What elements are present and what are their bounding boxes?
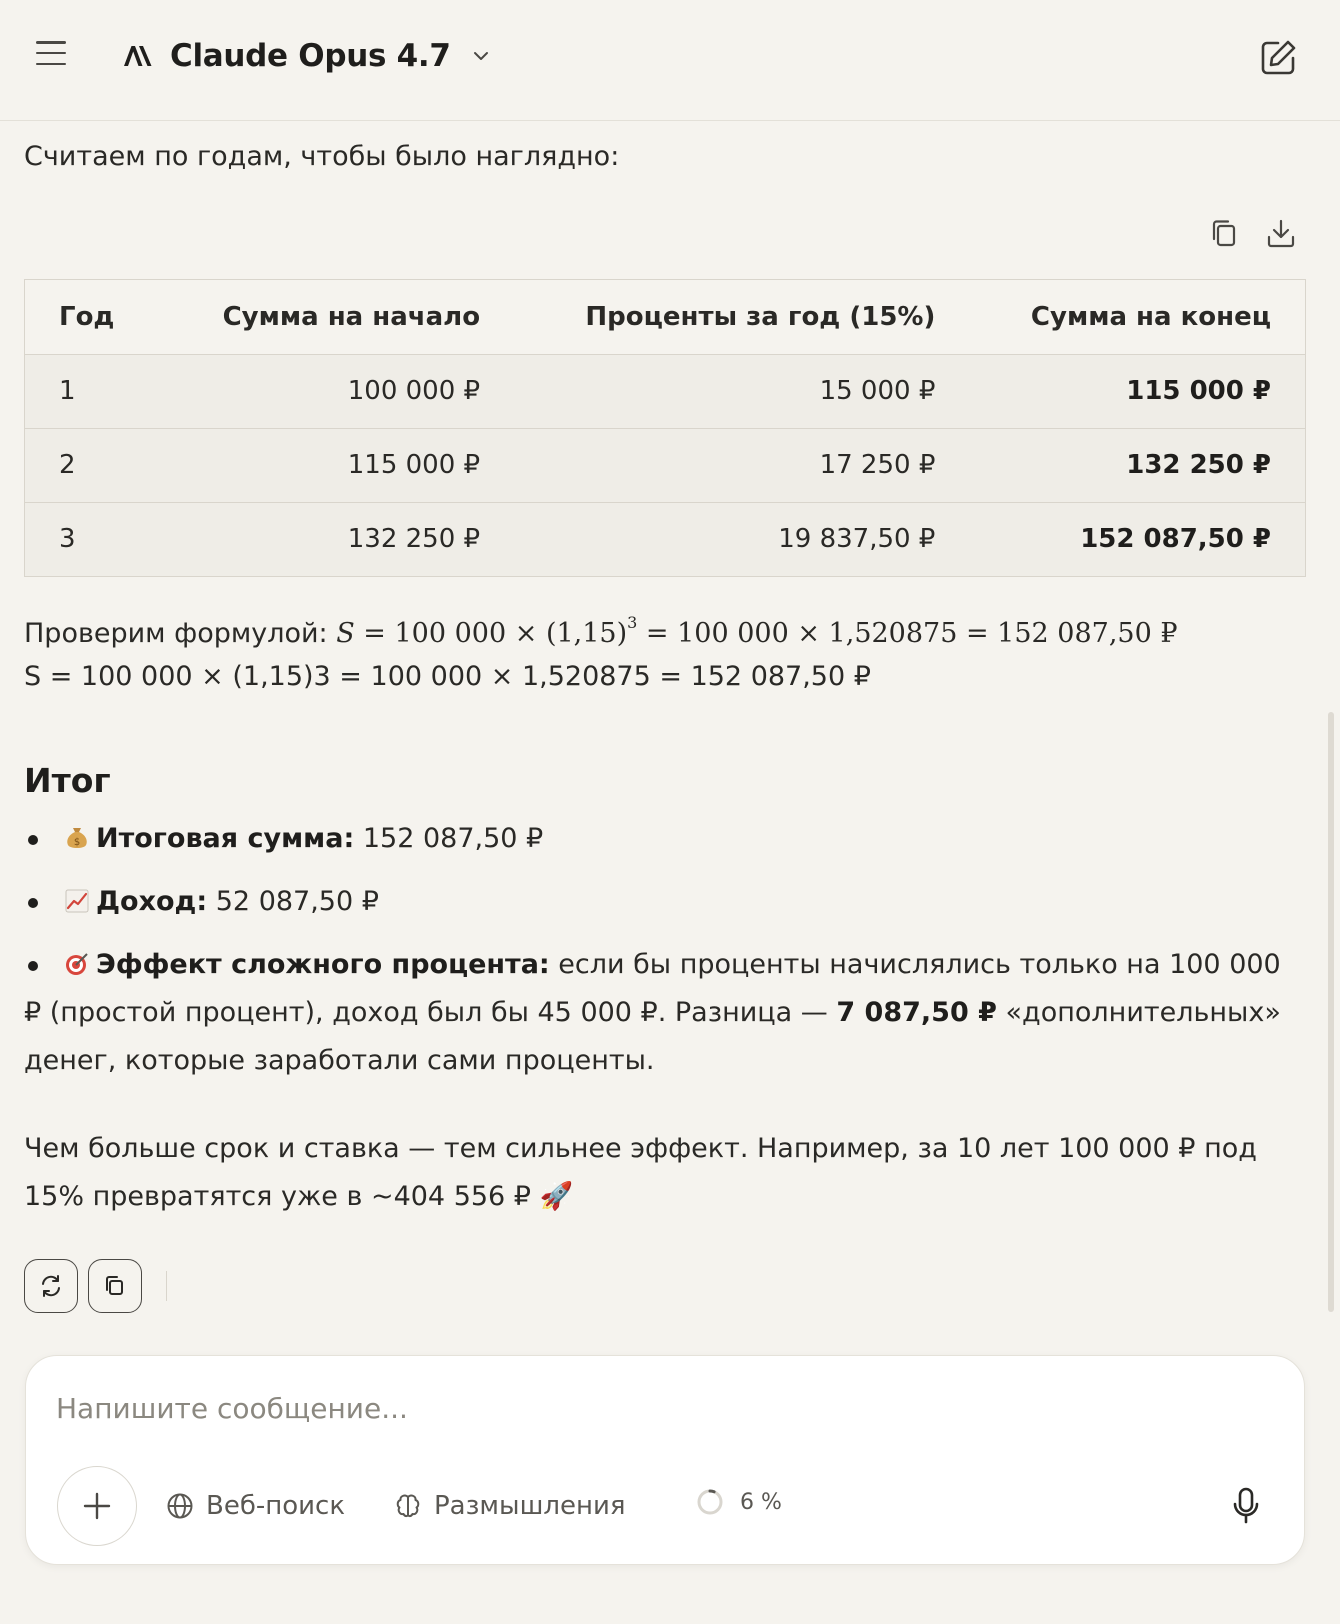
cell-year: 3 [25,502,159,576]
formula-rendered [24,613,1178,649]
chevron-down-icon [471,46,491,66]
cell-year: 2 [25,428,159,502]
formula-part-2: = 100 000 × 1,520875 = 152 087,50 ₽ [637,618,1178,649]
refresh-icon [38,1273,64,1299]
cell-start-sum: 115 000 ₽ [159,428,514,502]
retry-button[interactable] [24,1259,78,1313]
thinking-label: Размышления [434,1491,626,1521]
formula-exponent: 3 [627,613,638,632]
money-bag-icon [64,825,90,851]
web-search-label: Веб-поиск [206,1491,346,1521]
thinking-button[interactable] [394,1486,626,1526]
col-header-end-sum: Сумма на конец [969,280,1305,354]
formula-part-1: = 100 000 × (1,15) [354,618,628,649]
bullet-dot [28,835,38,845]
web-search-button[interactable] [166,1486,345,1526]
copy-icon [102,1273,128,1299]
cell-year: 1 [25,354,159,428]
table-toolbar [1208,217,1298,251]
plus-icon [82,1491,112,1521]
new-chat-icon[interactable] [1258,38,1298,78]
summary-text-effect-1: если бы проценты начислялись только на 100 000 ₽ (простой процент), доход был бы 45 000 ₽. Разница — [24,949,1281,1028]
table-row [25,428,1305,502]
context-usage-label: 6 % [740,1489,782,1515]
context-usage-ring-icon [696,1488,724,1516]
chart-up-icon [64,888,90,914]
formula-lead: Проверим формулой: [24,618,337,649]
bullet-dot [28,898,38,908]
summary-label-total: Итоговая сумма: [96,823,355,854]
scrollbar[interactable] [1328,712,1334,1312]
summary-text-effect-2: «дополнительных» денег, которые заработали сами проценты. [24,997,1281,1076]
model-selector[interactable] [122,34,491,78]
menu-icon[interactable] [34,38,68,68]
table-row [25,354,1305,428]
globe-icon [166,1492,194,1520]
copy-table-icon[interactable] [1208,217,1242,251]
cell-end-sum: 152 087,50 ₽ [969,502,1305,576]
summary-label-income: Доход: [96,886,208,917]
cell-interest: 15 000 ₽ [514,354,969,428]
summary-value-income: 52 087,50 ₽ [207,886,379,917]
formula-math [336,613,1178,649]
list-item [24,878,1304,926]
microphone-icon[interactable] [1231,1484,1261,1528]
anthropic-logo-icon [122,44,154,68]
summary-label-effect: Эффект сложного процента: [96,949,550,980]
copy-button[interactable] [88,1259,142,1313]
col-header-start-sum: Сумма на начало [159,280,514,354]
cell-start-sum: 132 250 ₽ [159,502,514,576]
message-input[interactable] [56,1384,1206,1432]
target-icon [64,951,90,977]
add-attachment-button[interactable] [57,1466,137,1546]
brain-icon [394,1492,422,1520]
intro-text: Считаем по годам, чтобы было наглядно: [24,141,620,172]
cell-interest: 17 250 ₽ [514,428,969,502]
col-header-interest: Проценты за год (15%) [514,280,969,354]
interest-table [24,279,1306,577]
cell-end-sum: 132 250 ₽ [969,428,1305,502]
cell-interest: 19 837,50 ₽ [514,502,969,576]
summary-diff-value: 7 087,50 ₽ [836,997,997,1028]
bullet-dot [28,961,38,971]
message-actions [24,1259,167,1313]
action-divider [166,1271,167,1301]
list-item [24,815,1304,863]
cell-end-sum: 115 000 ₽ [969,354,1305,428]
svg-text:$: $ [73,837,81,848]
context-usage [696,1488,782,1516]
col-header-year: Год [25,280,159,354]
closing-text: Чем больше срок и ставка — тем сильнее эффект. Например, за 10 лет 100 000 ₽ под 15% превратятся уже в ~404 556 ₽ 🚀 [24,1133,1257,1212]
summary-list [24,815,1304,1100]
summary-heading: Итог [24,761,111,800]
table-row [25,502,1305,576]
download-icon[interactable] [1264,217,1298,251]
list-item [24,941,1304,1085]
summary-value-total: 152 087,50 ₽ [354,823,544,854]
formula-var-s: S [336,618,355,649]
model-name: Claude Opus 4.7 [170,38,451,74]
message-composer [25,1355,1305,1565]
cell-start-sum: 100 000 ₽ [159,354,514,428]
table-header-row [25,280,1305,354]
formula-plain: S = 100 000 × (1,15)3 = 100 000 × 1,520875 = 152 087,50 ₽ [24,661,871,692]
top-bar [0,0,1340,121]
